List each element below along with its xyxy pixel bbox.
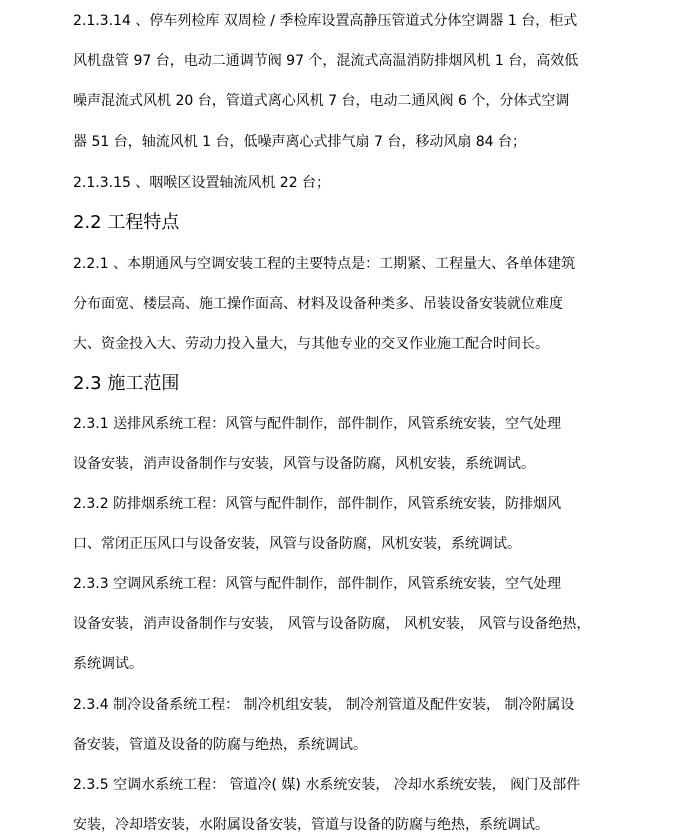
paragraph-2-1-3-14-line-1: 2.1.3.14 、停车列检库 双周检 / 季检库设置高静压管道式分体空调器 1 台，柜式 <box>73 13 578 29</box>
paragraph-2-2-1-line-1: 2.2.1 、本期通风与空调安装工程的主要特点是：工期紧、工程量大、各单体建筑 <box>73 256 576 272</box>
paragraph-2-2-1-line-2: 分布面宽、楼层高、施工操作面高、材料及设备种类多、吊装设备安装就位难度 <box>73 296 563 312</box>
paragraph-2-1-3-14-line-2: 风机盘管 97 台，电动二通调节阀 97 个，混流式高温消防排烟风机 1 台，高效低 <box>73 53 579 69</box>
section-heading-2-3: 2.3 施工范围 <box>73 373 180 394</box>
paragraph-2-3-4-line-1: 2.3.4 制冷设备系统工程： 制冷机组安装， 制冷剂管道及配件安装， 制冷附属设 <box>73 697 575 713</box>
paragraph-2-3-2-line-2: 口、常闭正压风口与设备安装，风管与设备防腐，风机安装，系统调试。 <box>73 536 521 552</box>
paragraph-2-1-3-15: 2.1.3.15 、咽喉区设置轴流风机 22 台； <box>73 175 331 191</box>
paragraph-2-3-1-line-1: 2.3.1 送排风系统工程：风管与配件制作，部件制作，风管系统安装，空气处理 <box>73 416 562 432</box>
paragraph-2-1-3-14-line-4: 器 51 台，轴流风机 1 台，低噪声离心式排气扇 7 台，移动风扇 84 台； <box>73 134 527 150</box>
paragraph-2-3-3-line-1: 2.3.3 空调风系统工程：风管与配件制作，部件制作，风管系统安装，空气处理 <box>73 576 562 592</box>
paragraph-2-3-3-line-3: 系统调试。 <box>73 656 143 672</box>
paragraph-2-3-3-line-2: 设备安装，消声设备制作与安装， 风管与设备防腐， 风机安装， 风管与设备绝热， <box>73 616 591 632</box>
paragraph-2-3-2-line-1: 2.3.2 防排烟系统工程：风管与配件制作，部件制作，风管系统安装，防排烟风 <box>73 496 562 512</box>
paragraph-2-3-5-line-1: 2.3.5 空调水系统工程： 管道冷( 媒) 水系统安装， 冷却水系统安装， 阀门及部件 <box>73 777 581 793</box>
paragraph-2-3-4-line-2: 备安装，管道及设备的防腐与绝热，系统调试。 <box>73 737 367 753</box>
section-heading-2-2: 2.2 工程特点 <box>73 212 180 233</box>
paragraph-2-3-1-line-2: 设备安装，消声设备制作与安装，风管与设备防腐，风机安装，系统调试。 <box>73 456 535 472</box>
paragraph-2-1-3-14-line-3: 噪声混流式风机 20 台，管道式离心风机 7 台，电动二通风阀 6 个，分体式空调 <box>73 93 570 109</box>
paragraph-2-2-1-line-3: 大、资金投入大、劳动力投入量大，与其他专业的交叉作业施工配合时间长。 <box>73 336 549 352</box>
paragraph-2-3-5-line-2: 安装，冷却塔安装，水附属设备安装，管道与设备的防腐与绝热，系统调试。 <box>73 817 549 833</box>
